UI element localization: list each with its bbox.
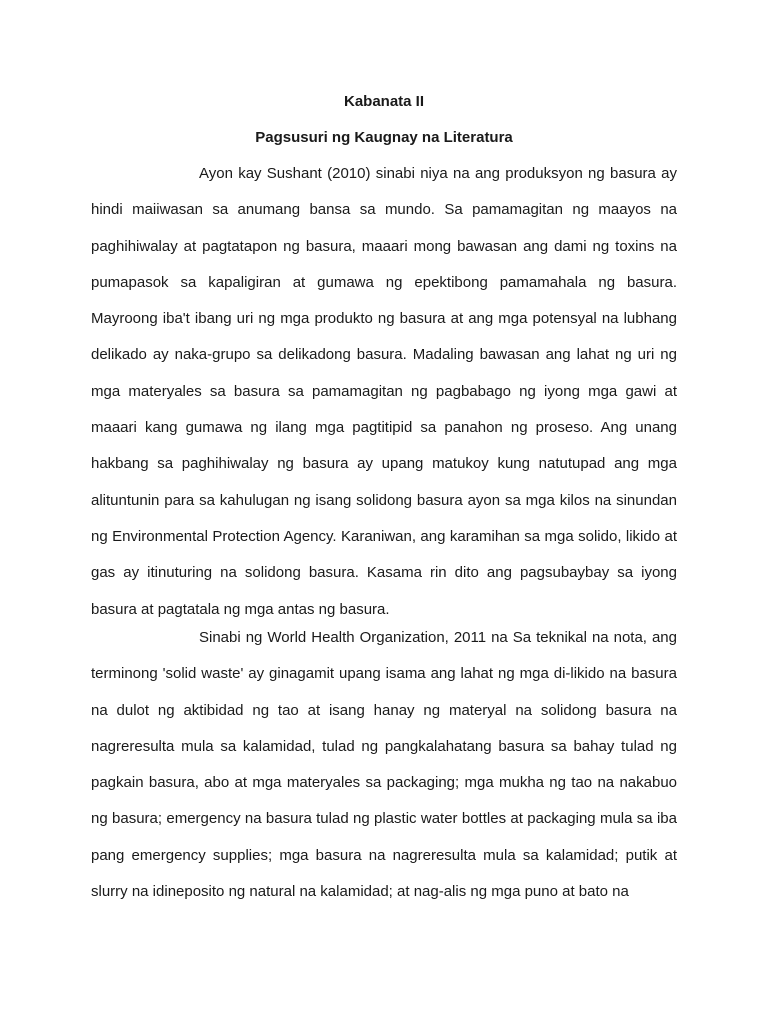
chapter-heading: Kabanata II — [343, 93, 425, 110]
section-title: Pagsusuri ng Kaugnay na Literatura — [255, 129, 513, 146]
body-paragraph-1: Ayon kay Sushant (2010) sinabi niya na ang produksyon ng basura ay hindi maiiwasan sa anumang bansa sa mundo. Sa pamamagitan ng maayos na paghihiwalay at pagtatapon ng basura, maaari mong bawasan ang dami ng toxins na pumapasok sa kapaligiran at gumawa ng epektibong pamamahala ng basura. Mayroong iba't ibang uri ng mga produkto ng basura at ang mga potensyal na lubhang delikado ay naka-grupo sa delikadong basura. Madaling bawasan ang lahat ng uri ng mga materyales sa basura sa pamamagitan ng pagbabago ng iyong mga gawi at maaari kang gumawa ng ilang mga pagtitipid sa panahon ng proseso. Ang unang hakbang sa paghihiwalay ng basura ay upang matukoy kung natutupad ang mga alituntunin para sa kahulugan ng isang solidong basura ayon sa mga kilos na sinundan ng Environmental Protection Agency. Karaniwan, ang karamihan sa mga solido, likido at gas ay itinuturing na solidong basura. Kasama rin dito ang pagsubaybay sa iyong basura at pagtatala ng mga antas ng basura. — [91, 165, 677, 618]
body-paragraph-2: Sinabi ng World Health Organization, 2011 na Sa teknikal na nota, ang terminong 'solid waste' ay ginagamit upang isama ang lahat ng mga di-likido na basura na dulot ng aktibidad ng tao at isang hanay ng materyal na solidong basura na nagreresulta mula sa kalamidad, tulad ng pangkalahatang basura sa bahay tulad ng pagkain basura, abo at mga materyales sa packaging; mga mukha ng tao na nakabuo ng basura; emergency na basura tulad ng plastic water bottles at packaging mula sa iba pang emergency supplies; mga basura na nagreresulta mula sa kalamidad; putik at slurry na idineposito ng natural na kalamidad; at nag-alis ng mga puno at bato na — [91, 629, 677, 901]
